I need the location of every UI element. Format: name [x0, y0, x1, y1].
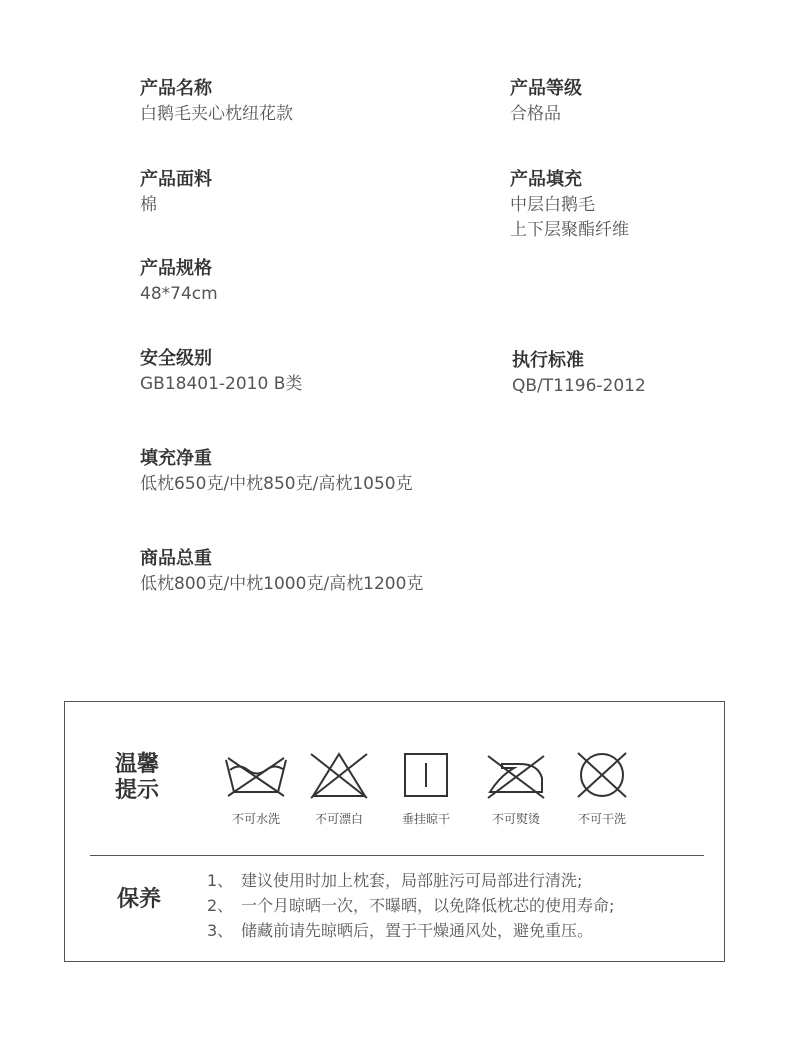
standard-value: QB/T1196-2012: [512, 376, 646, 396]
product-fill-value-line: 中层白鹅毛: [510, 195, 595, 215]
product-name-value: 白鹅毛夹心枕纽花款: [140, 104, 293, 124]
net-weight-field: [140, 446, 413, 497]
standard-field: [512, 348, 646, 399]
product-spec-label: 产品规格: [140, 258, 212, 279]
no-dry-clean-icon: [566, 750, 638, 800]
care-item-no-wash: [211, 750, 301, 827]
safety-level-label: 安全级别: [140, 348, 212, 369]
product-name-label: 产品名称: [140, 78, 212, 99]
care-label: 垂挂晾干: [401, 812, 450, 826]
warm-tips-box: [64, 701, 725, 962]
product-fill-value-line: 上下层聚酯纤维: [510, 220, 629, 240]
product-grade-field: [510, 76, 582, 127]
care-label: 不可干洗: [577, 812, 626, 826]
product-grade-value: 合格品: [510, 104, 561, 124]
care-item-hang-dry: [381, 750, 471, 827]
care-item-no-bleach: [294, 750, 384, 827]
divider: [90, 855, 704, 856]
no-iron-icon: [480, 750, 552, 800]
net-weight-label: 填充净重: [140, 448, 212, 469]
safety-level-value: GB18401-2010 B类: [140, 374, 303, 394]
product-spec-field: [140, 256, 218, 307]
list-item-text: 一个月晾晒一次，不曝晒，以免降低枕芯的使用寿命;: [241, 896, 615, 915]
hang-dry-icon: [390, 750, 462, 800]
gross-weight-value: 低枕800克/中枕1000克/高枕1200克: [140, 574, 424, 594]
gross-weight-label: 商品总重: [140, 548, 212, 569]
maintenance-title: 保养: [117, 887, 162, 912]
safety-level-field: [140, 346, 302, 397]
care-label: 不可漂白: [314, 812, 363, 826]
list-item-number: 1、: [207, 871, 234, 890]
standard-label: 执行标准: [512, 350, 584, 371]
list-item-text: 建议使用时加上枕套，局部脏污可局部进行清洗;: [241, 871, 583, 890]
care-label: 不可熨烫: [491, 812, 540, 826]
list-item-number: 2、: [207, 896, 234, 915]
product-fabric-field: [140, 167, 212, 218]
product-name-field: [140, 76, 293, 127]
product-fabric-label: 产品面料: [140, 169, 212, 190]
product-spec-value: 48*74cm: [140, 284, 218, 304]
no-bleach-icon: [303, 750, 375, 800]
product-fill-field: [510, 167, 629, 243]
net-weight-value: 低枕650克/中枕850克/高枕1050克: [140, 474, 413, 494]
product-fill-label: 产品填充: [510, 169, 582, 190]
list-item-number: 3、: [207, 921, 234, 940]
gross-weight-field: [140, 546, 423, 597]
maintenance-list: [207, 868, 614, 943]
list-item: [207, 868, 614, 893]
care-item-no-iron: [471, 750, 561, 827]
care-item-no-dry-clean: [557, 750, 647, 827]
care-label: 不可水洗: [231, 812, 280, 826]
product-grade-label: 产品等级: [510, 78, 582, 99]
list-item: [207, 893, 614, 918]
warm-tips-title: 温馨 提示: [115, 752, 160, 803]
list-item-text: 储藏前请先晾晒后，置于干燥通风处，避免重压。: [241, 921, 594, 940]
list-item: [207, 918, 614, 943]
no-wash-icon: [220, 750, 292, 800]
product-fabric-value: 棉: [140, 195, 157, 215]
